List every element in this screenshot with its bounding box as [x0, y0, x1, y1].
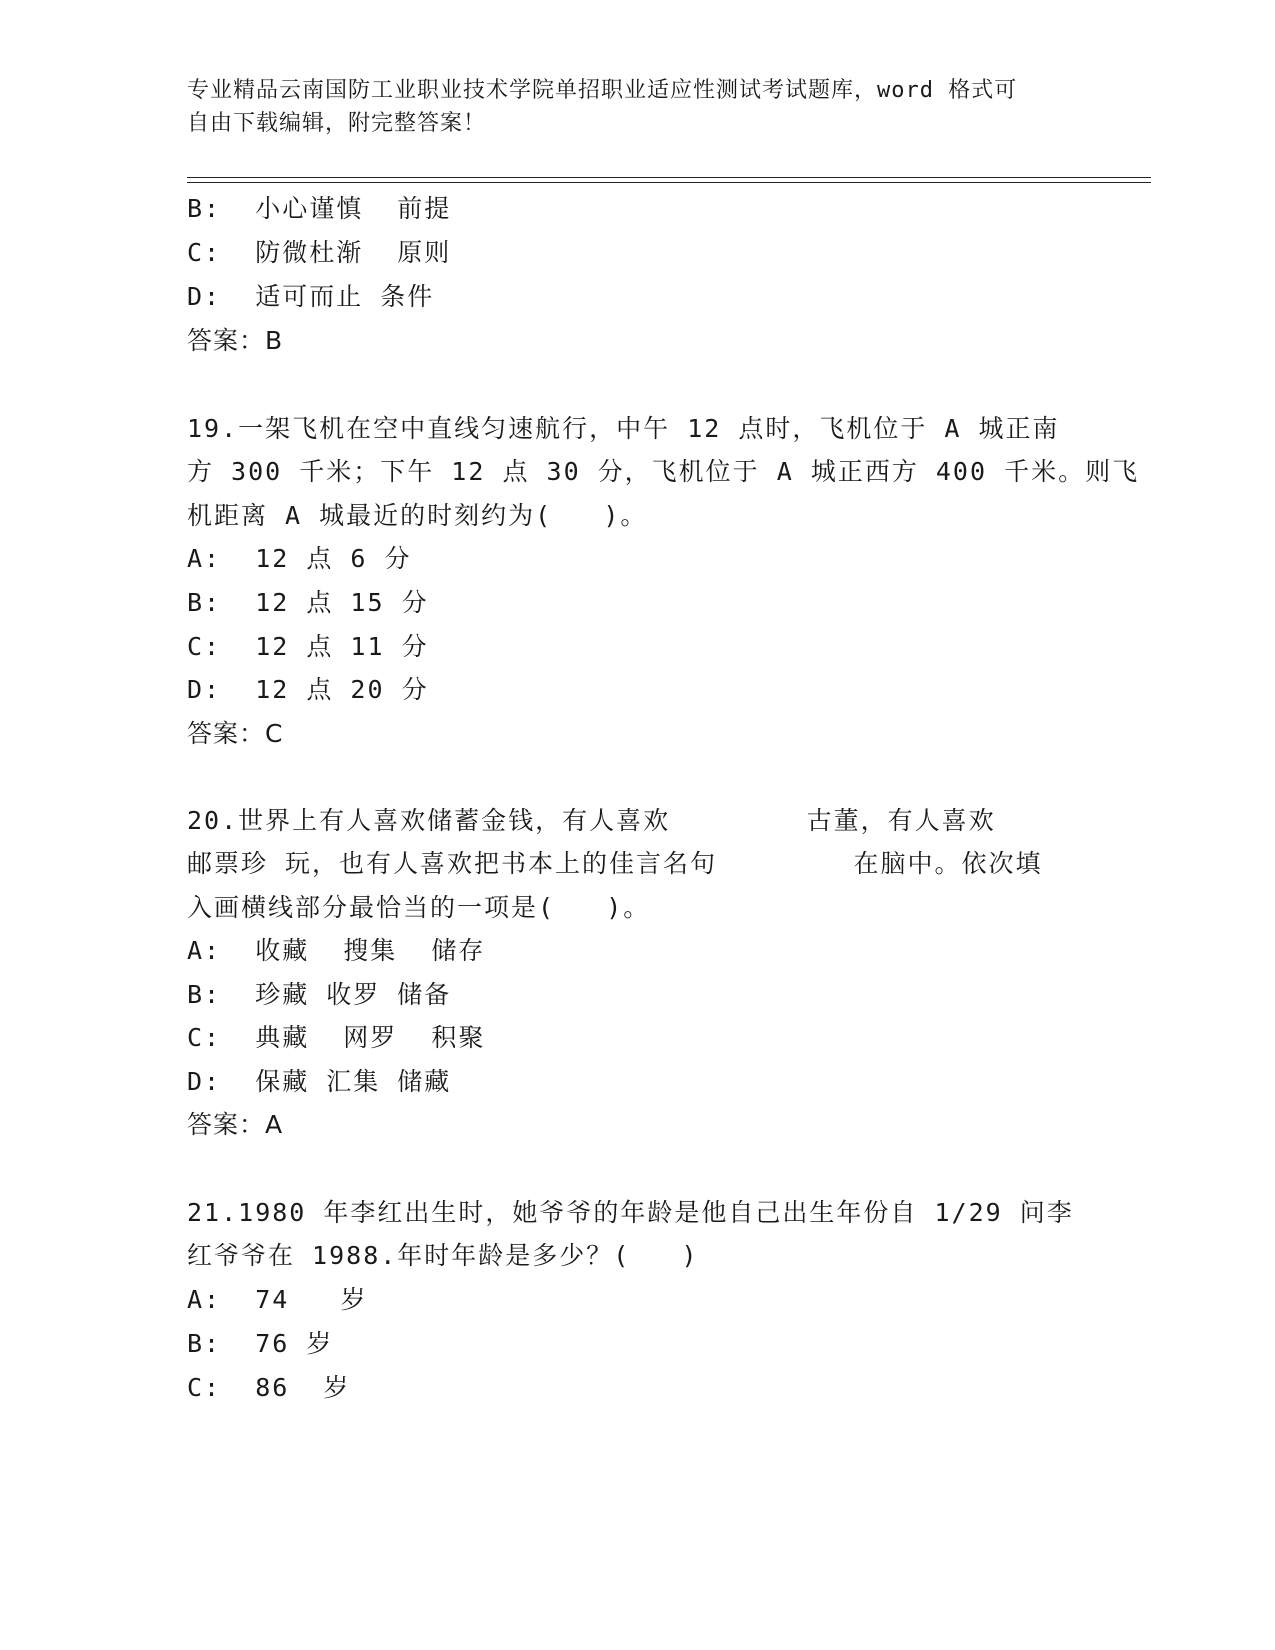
q19-option-d: D: 12 点 20 分 [187, 675, 429, 704]
q20-answer: 答案：A [187, 1110, 284, 1139]
q20-option-b: B: 珍藏 收罗 储备 [187, 980, 452, 1009]
q20-option-d: D: 保藏 汇集 储藏 [187, 1067, 452, 1096]
q20-stem-line-2: 邮票珍 玩，也有人喜欢把书本上的佳言名句 在脑中。依次填 [187, 849, 1043, 878]
q18-answer: 答案：B [187, 326, 284, 355]
q19-option-c: C: 12 点 11 分 [187, 632, 429, 661]
header-rule-thin [187, 182, 1151, 183]
q21-option-b: B: 76 岁 [187, 1329, 334, 1358]
header-line-1: 专业精品云南国防工业职业技术学院单招职业适应性测试考试题库，word 格式可 [187, 78, 1018, 103]
q20-stem-line-1: 20.世界上有人喜欢储蓄金钱，有人喜欢 古董，有人喜欢 [187, 806, 996, 835]
q19-answer: 答案：C [187, 719, 284, 748]
header-line-2: 自由下载编辑，附完整答案！ [187, 111, 487, 136]
q18-option-b: B: 小心谨慎 前提 [187, 194, 452, 223]
q20-option-a: A: 收藏 搜集 储存 [187, 936, 486, 965]
q18-option-c: C: 防微杜渐 原则 [187, 238, 452, 267]
document-header [187, 74, 1067, 140]
q21-stem-line-2: 红爷爷在 1988.年时年龄是多少？( ) [187, 1241, 699, 1270]
q20-option-c: C: 典藏 网罗 积聚 [187, 1023, 486, 1052]
q20-stem-line-3: 入画横线部分最恰当的一项是( )。 [187, 893, 651, 922]
q21-option-c: C: 86 岁 [187, 1373, 351, 1402]
q19-stem-line-3: 机距离 A 城最近的时刻约为( )。 [187, 501, 648, 530]
q21-option-a: A: 74 岁 [187, 1285, 368, 1314]
q19-stem-line-1: 19.一架飞机在空中直线匀速航行，中午 12 点时，飞机位于 A 城正南 [187, 414, 1060, 443]
q21-stem-line-1: 21.1980 年李红出生时，她爷爷的年龄是他自己出生年份自 1/29 问李 [187, 1198, 1074, 1227]
q19-option-b: B: 12 点 15 分 [187, 588, 429, 617]
header-rule-thick [187, 177, 1151, 178]
q18-option-d: D: 适可而止 条件 [187, 282, 435, 311]
q19-option-a: A: 12 点 6 分 [187, 544, 412, 573]
q19-stem-line-2: 方 300 千米；下午 12 点 30 分，飞机位于 A 城正西方 400 千米。则飞 [187, 457, 1140, 486]
